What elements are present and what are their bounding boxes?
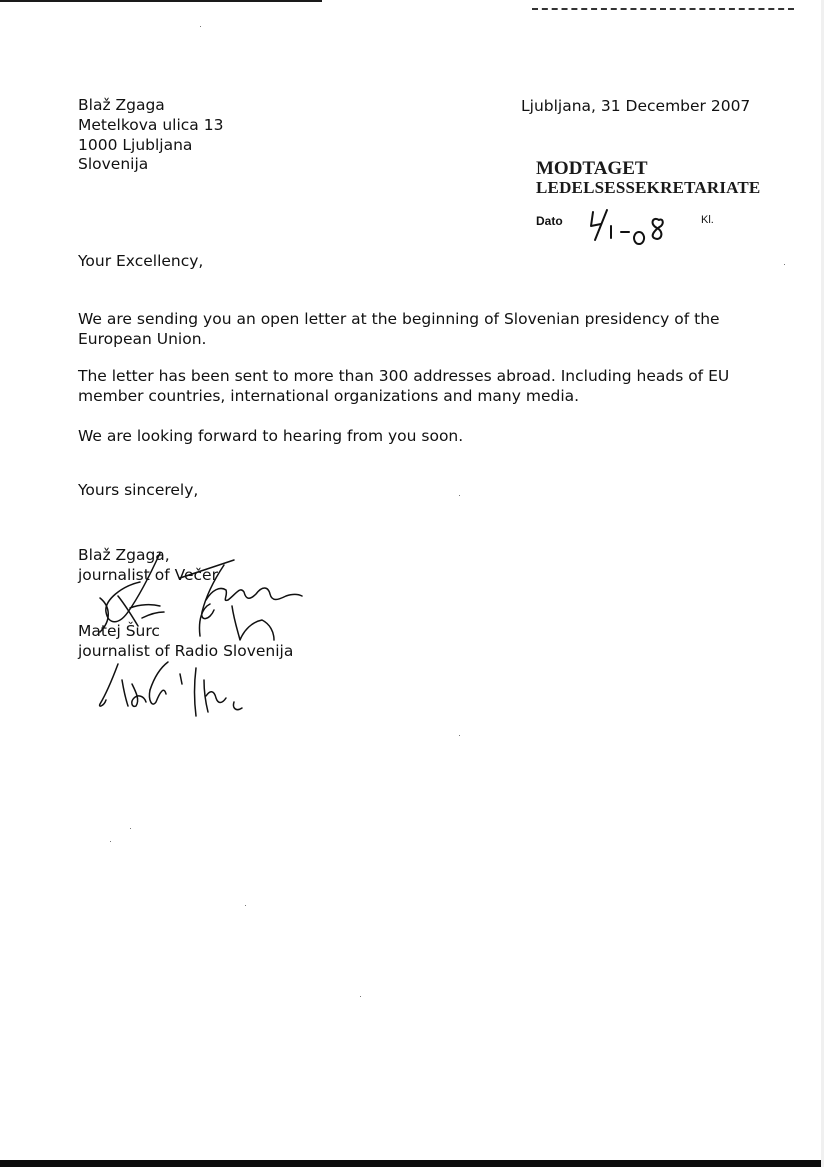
scan-dashed-line	[532, 8, 794, 10]
scan-speck	[784, 264, 785, 265]
signatory-2-name: Matej Šurc	[78, 622, 160, 640]
scan-speck	[245, 905, 246, 906]
sender-address	[78, 96, 223, 175]
signatory-1-name: Blaž Zgaga,	[78, 546, 170, 564]
scan-speck	[459, 735, 460, 736]
sender-country: Slovenija	[78, 155, 149, 174]
signatory-2-role: journalist of Radio Slovenija	[78, 642, 294, 660]
date-line: Ljubljana, 31 December 2007	[521, 97, 751, 115]
salutation: Your Excellency,	[78, 252, 204, 270]
sender-street: Metelkova ulica 13	[78, 115, 224, 134]
scan-border-bottom	[0, 1160, 824, 1167]
scan-speck	[130, 828, 131, 829]
paragraph-2-line-1: The letter has been sent to more than 300 addresses abroad. Including heads of EU	[78, 367, 730, 385]
scan-speck	[459, 495, 460, 496]
signature-2-icon	[100, 662, 242, 716]
closing: Yours sincerely,	[78, 481, 199, 499]
paragraph-3: We are looking forward to hearing from you soon.	[78, 427, 464, 445]
paragraph-2-line-2: member countries, international organizations and many media.	[78, 387, 580, 405]
stamp-kl-label: Kl.	[701, 214, 714, 226]
scan-border-top	[0, 0, 322, 2]
stamp-subtitle: LEDELSESSEKRETARIATE	[536, 178, 761, 197]
paragraph-1	[78, 309, 720, 349]
scan-speck	[360, 996, 361, 997]
received-stamp	[536, 158, 766, 248]
paragraph-2	[78, 366, 729, 406]
scan-speck	[110, 841, 111, 842]
sender-name: Blaž Zgaga	[78, 96, 165, 114]
paragraph-1-line-2: European Union.	[78, 330, 207, 348]
stamp-handwritten-date	[581, 206, 671, 246]
sender-city: 1000 Ljubljana	[78, 135, 193, 154]
paragraph-1-line-1: We are sending you an open letter at the beginning of Slovenian presidency of the	[78, 310, 720, 328]
signatory-1-role: journalist of Večer	[78, 566, 218, 584]
stamp-title: MODTAGET	[536, 158, 648, 179]
stamp-dato-label: Dato	[536, 214, 563, 228]
scan-speck	[200, 26, 201, 27]
